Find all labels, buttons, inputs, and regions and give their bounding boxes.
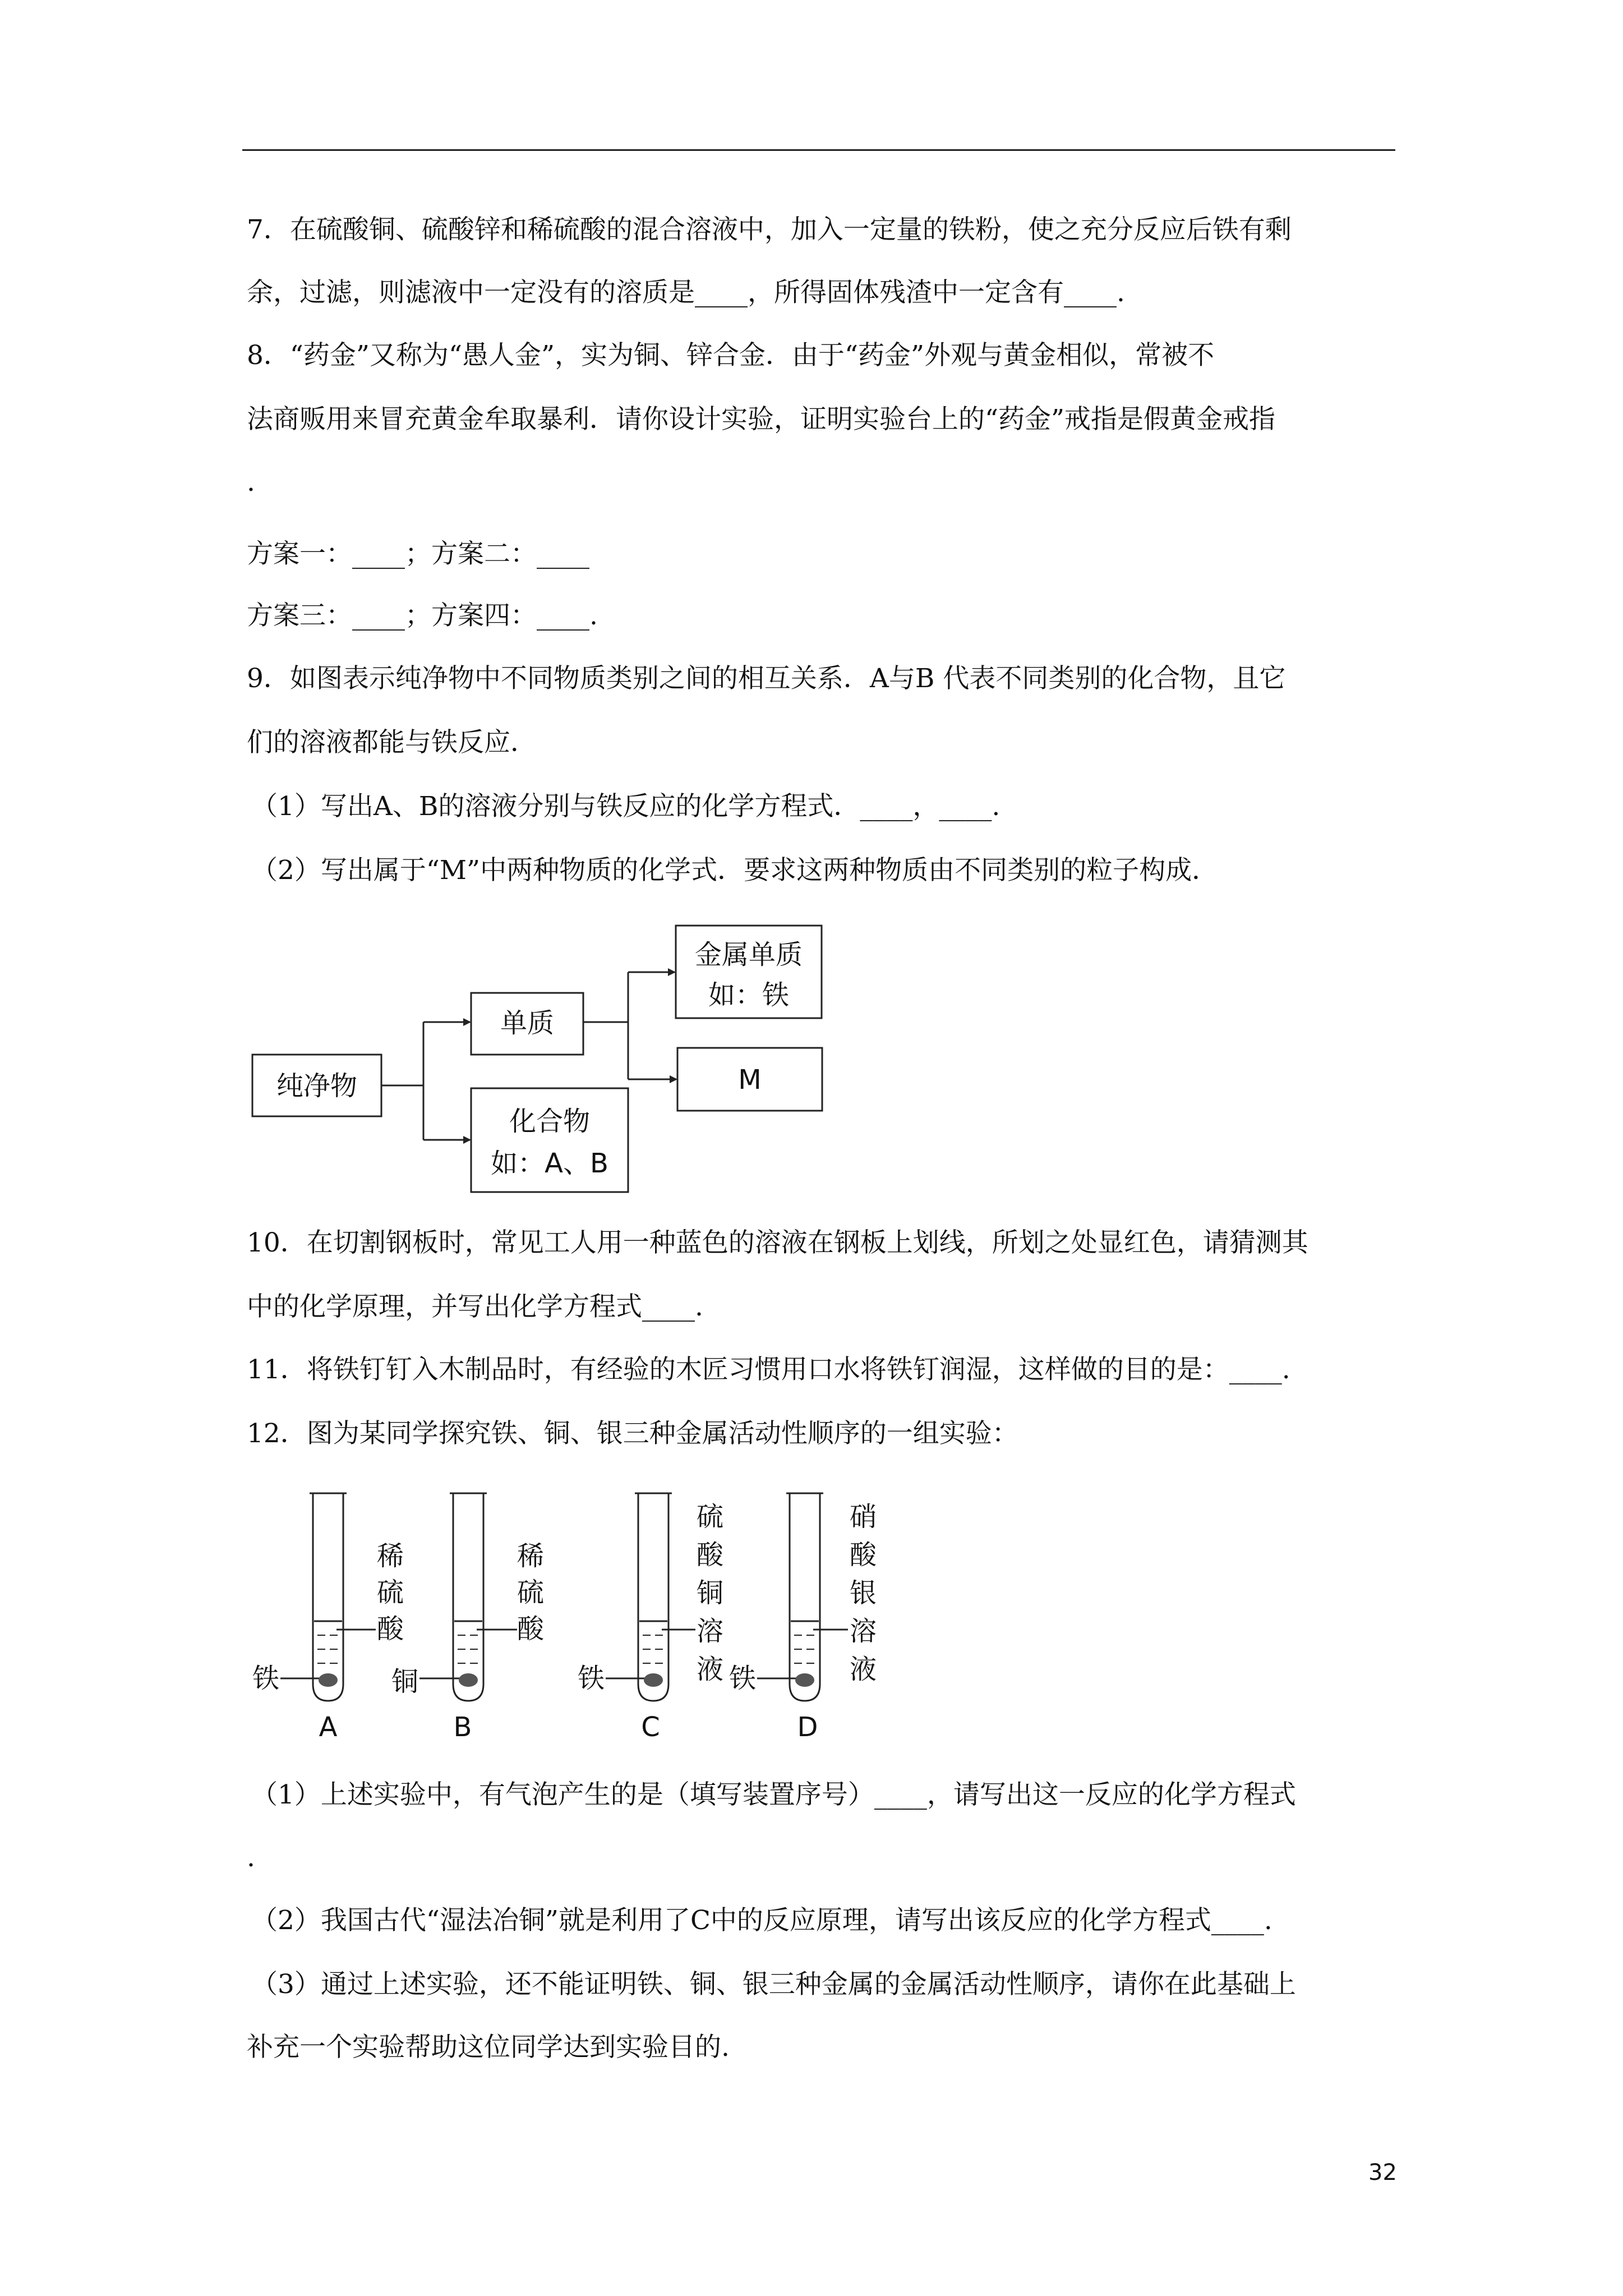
solution-d-char-5: 液: [850, 1654, 877, 1685]
solution-c-char-1: 硫: [697, 1501, 724, 1533]
question-12-part-2: （2）我国古代“湿法冶铜”就是利用了C中的反应原理，请写出该反应的化学方程式____.: [251, 1905, 1272, 1936]
tube-label-a: A: [319, 1711, 338, 1743]
question-8-plan-3-4: 方案三：____；方案四：____.: [247, 600, 598, 631]
solution-c-char-4: 溶: [697, 1616, 724, 1647]
pure-substance-label: 纯净物: [276, 1070, 358, 1102]
test-tube-c: [635, 1493, 672, 1701]
m-label: M: [738, 1064, 762, 1096]
question-9-line-2: 们的溶液都能与铁反应．: [247, 727, 537, 758]
solution-b-char-2: 硫: [517, 1577, 545, 1608]
solution-d-char-2: 酸: [850, 1539, 877, 1571]
metal-element-label: 金属单质: [694, 939, 803, 970]
question-10-line-1: 10．在切割钢板时，常见工人用一种蓝色的溶液在钢板上划线，所划之处显红色，请猜测其: [247, 1227, 1308, 1258]
test-tube-d: [786, 1493, 823, 1701]
solution-a-char-1: 稀: [377, 1540, 404, 1572]
metal-label-b: 铜: [391, 1666, 419, 1697]
test-tube-a: [310, 1493, 347, 1701]
solution-d-char-4: 溶: [850, 1616, 877, 1647]
tube-label-c: C: [641, 1711, 660, 1743]
question-11-line-1: 11．将铁钉钉入木制品时，有经验的木匠习惯用口水将铁钉润湿，这样做的目的是：____.: [247, 1354, 1290, 1385]
solution-c-char-5: 液: [697, 1654, 724, 1685]
page-number: 32: [1368, 2160, 1397, 2185]
metal-label-d: 铁: [729, 1663, 757, 1694]
tube-label-d: D: [797, 1711, 818, 1743]
question-12-part-1-end: .: [247, 1842, 255, 1873]
tube-label-b: B: [453, 1711, 472, 1743]
question-9-line-1: 9．如图表示纯净物中不同物质类别之间的相互关系．A与B 代表不同类别的化合物，且它: [247, 663, 1286, 694]
metal-label-a: 铁: [252, 1663, 280, 1694]
test-tube-diagram: [247, 1481, 942, 1750]
question-8-plan-1-2: 方案一：____；方案二：____: [247, 539, 589, 569]
test-tube-b: [450, 1493, 487, 1701]
question-9-part-2: （2）写出属于“M”中两种物质的化学式．要求这两种物质由不同类别的粒子构成．: [251, 855, 1219, 886]
question-8-line-3: .: [247, 467, 255, 498]
solution-d-char-1: 硝: [850, 1501, 877, 1533]
classification-diagram: [247, 914, 830, 1206]
question-12-part-1: （1）上述实验中，有气泡产生的是（填写装置序号）____，请写出这一反应的化学方程式: [251, 1779, 1296, 1810]
solution-c-char-2: 酸: [697, 1539, 724, 1571]
question-12-line-1: 12．图为某同学探究铁、铜、银三种金属活动性顺序的一组实验：: [247, 1418, 1018, 1449]
element-label: 单质: [500, 1007, 555, 1039]
question-12-part-3-line-2: 补充一个实验帮助这位同学达到实验目的.: [247, 2032, 730, 2063]
question-7-line-1: 7．在硫酸铜、硫酸锌和稀硫酸的混合溶液中，加入一定量的铁粉，使之充分反应后铁有剩: [247, 214, 1292, 245]
metal-element-example: 如：铁: [708, 979, 790, 1011]
solution-b-char-3: 酸: [517, 1613, 545, 1645]
solution-a-char-3: 酸: [377, 1613, 404, 1645]
compound-examples: 如：A、B: [491, 1148, 608, 1179]
question-7-line-2: 余，过滤，则滤液中一定没有的溶质是____，所得固体残渣中一定含有____.: [247, 277, 1125, 308]
solution-a-char-2: 硫: [377, 1577, 404, 1608]
question-8-line-1: 8．“药金”又称为“愚人金”，实为铜、锌合金．由于“药金”外观与黄金相似，常被不: [247, 340, 1215, 371]
metal-label-c: 铁: [578, 1663, 605, 1694]
solution-c-char-3: 铜: [697, 1577, 724, 1609]
solution-d-char-3: 银: [850, 1577, 877, 1609]
question-12-part-3-line-1: （3）通过上述实验，还不能证明铁、铜、银三种金属的金属活动性顺序，请你在此基础上: [251, 1969, 1296, 2000]
question-9-part-1: （1）写出A、B的溶液分别与铁反应的化学方程式．____，____.: [251, 791, 1000, 822]
solution-b-char-1: 稀: [517, 1540, 545, 1572]
header-rule: [242, 149, 1395, 151]
question-8-line-2: 法商贩用来冒充黄金牟取暴利．请你设计实验，证明实验台上的“药金”戒指是假黄金戒指: [247, 404, 1276, 435]
question-10-line-2: 中的化学原理，并写出化学方程式____.: [247, 1291, 703, 1322]
compound-label: 化合物: [509, 1106, 591, 1137]
